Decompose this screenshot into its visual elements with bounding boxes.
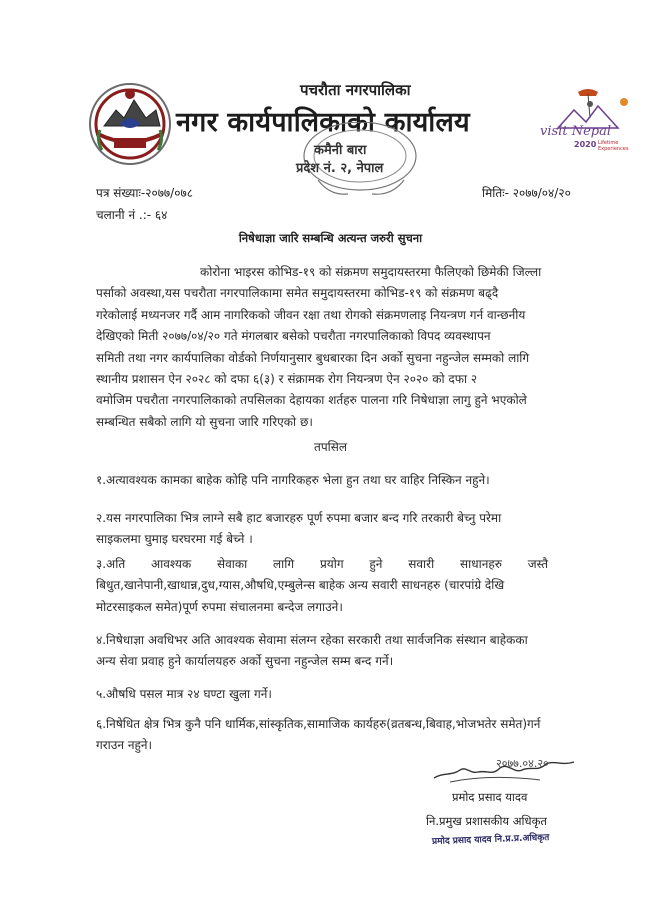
letter-date: मितिः- २०७७/०४/२० (482, 186, 571, 200)
body-line: गरेकोलाई मध्यनजर गर्दै आम नागरिकको जीवन रक्षा तथा रोगको संक्रमणलाइ नियन्त्रण गर्न वान्छनीय (96, 307, 526, 322)
body-line: स्थानीय प्रशासन ऐन २०२८ को दफा ६(३) र संक्रामक रोग नियन्त्रण ऐन २०२० को दफा २ (96, 372, 478, 387)
address-line-1: कमैनी बारा (314, 143, 367, 158)
office-title: नगर कार्यपालिकाको कार्यालय (176, 107, 470, 138)
notice-item-5 (96, 684, 576, 705)
municipality-name: पचरौता नगरपालिका (300, 81, 411, 99)
signatory-name: प्रमोद प्रसाद यादव (452, 790, 528, 804)
tapasil-heading: तपसिल (313, 440, 347, 454)
visit-nepal-tagline: Lifetime Experiences (598, 140, 629, 152)
body-line: पर्साको अवस्था,यस पचरौता नगरपालिकामा समेत समुदायस्तरमा कोभिड-१९ को संक्रमण बढ्दै (96, 286, 499, 301)
body-line: देखिएको मिती २०७७/०४/२० गते मंगलबार बसेको पचरौता नगरपालिकाको विपद व्यवस्थापन (96, 329, 491, 344)
notice-item-2 (96, 508, 576, 551)
item-line: अन्य सेवा प्रवाह हुने कार्यालयहरु अर्को सुचना नहुन्जेल सम्म बन्द गर्ने। (96, 654, 394, 669)
body-line: वमोजिम पचरौता नगरपालिकाको तपसिलका देहायका शर्तहरु पालना गरि निषेधाज्ञा लागु हुने भएकोले (96, 393, 527, 408)
item-line: बिधुत,खानेपानी,खाधान्न,दुध,ग्यास,औषधि,एम्बुलेन्स बाहेक अन्य सवारी साधनहरु (चारपांग्रे देखि (96, 578, 505, 593)
notice-item-6 (96, 714, 576, 757)
notice-subject: निषेधाज्ञा जारि सम्बन्धि अत्यन्त जरुरी सुचना (238, 231, 423, 245)
body-line: कोरोना भाइरस कोभिड-१९ को संक्रमण समुदायस्तरमा फैलिएको छिमेकी जिल्ला (200, 265, 542, 279)
signatory-seal: प्रमोद प्रसाद यादव नि.प्र.प्र.अधिकृत (431, 832, 550, 848)
item-line: ४.निषेधाज्ञा अवधिभर अति आवश्यक सेवामा संलग्न रहेका सरकारी तथा सार्वजनिक संस्थान बाहेकका (96, 633, 528, 647)
visit-nepal-year: 2020 (574, 140, 597, 149)
address-line-2: प्रदेश नं. २, नेपाल (296, 161, 384, 176)
item-line: २.यस नगरपालिका भित्र लाग्ने सबै हाट बजारहरु पूर्ण रुपमा बजार बन्द गरि तरकारी बेच्नु परेमा (96, 511, 502, 525)
signatory-designation: नि.प्रमुख प्रशासकीय अधिकृत (426, 814, 547, 828)
notice-item-4 (96, 630, 576, 673)
body-line: सम्बन्धित सबैको लागि यो सुचना जारि गरिएको छ। (96, 414, 313, 429)
notice-item-1 (96, 470, 576, 491)
government-emblem-icon (86, 80, 174, 168)
signature-date: २०७७.०४.२० (496, 757, 549, 770)
body-line: समिती तथा नगर कार्यपालिका वोर्डको निर्णयानुसार बुधबारका दिन अर्को सुचना नहुन्जेल सम्मको लागि (96, 350, 530, 365)
item-line: ५.औषधि पसल मात्र २४ घण्टा खुला गर्ने। (96, 687, 272, 701)
notice-body (96, 262, 576, 433)
item-line: मोटरसाइकल समेत)पूर्ण रुपमा संचालनमा बन्देज लगाउने। (96, 599, 343, 614)
notice-item-3 (96, 554, 576, 618)
visit-nepal-logo (538, 88, 638, 154)
item-line: १.अत्यावश्यक कामका बाहेक कोहि पनि नागरिकहरु भेला हुन तथा घर वाहिर निस्किन नहुने। (96, 473, 490, 487)
item-line: ३.अति आवश्यक सेवाका लागि प्रयोग हुने सवारी साधानहरु जस्तै (96, 557, 549, 571)
item-line: ६.निषेधित क्षेत्र भित्र कुनै पनि धार्मिक,सांस्कृतिक,सामाजिक कार्यहरु(व्रतबन्ध,बिवाह,भोजभतेर समेत)गर्न (96, 717, 541, 731)
dispatch-number: चलानी नं .:- ६४ (96, 208, 168, 222)
visit-nepal-brand: visit Nepal (540, 124, 611, 139)
item-line: गराउन नहुने। (96, 738, 153, 753)
letter-number: पत्र संख्याः-२०७७/०७८ (96, 186, 193, 200)
item-line: साइकलमा घुमाइ घरघरमा गई बेच्ने । (96, 532, 253, 547)
